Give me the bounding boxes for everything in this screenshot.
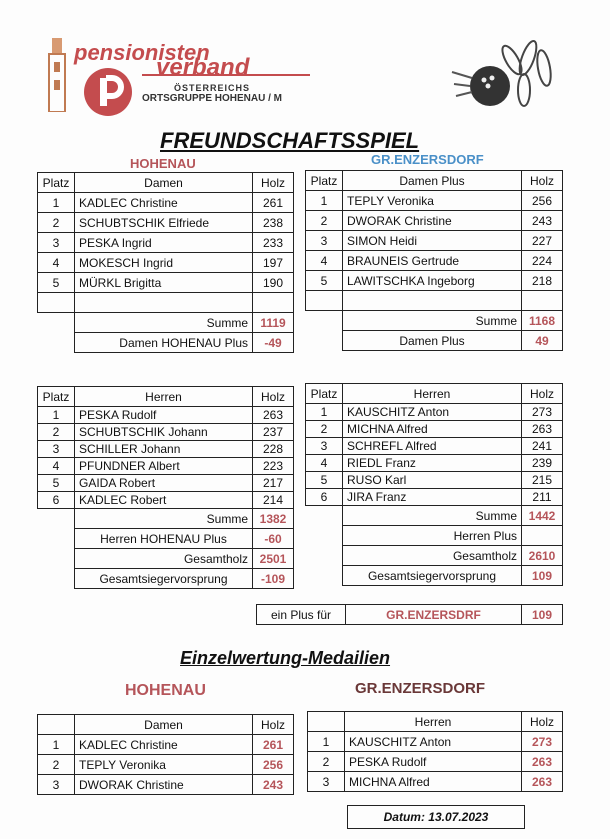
- table-row: 6 JIRA Franz 211: [306, 489, 563, 506]
- table-row: 3 DWORAK Christine 243: [38, 775, 294, 795]
- table-row: 4 RIEDL Franz 239: [306, 455, 563, 472]
- table-row: 5 GAIDA Robert 217: [38, 475, 294, 492]
- logo-line3: ÖSTERREICHS: [174, 83, 251, 93]
- table-row: 4 PFUNDNER Albert 223: [38, 458, 294, 475]
- table-header: Damen Holz: [38, 715, 294, 735]
- logo-line1: pensionisten: [74, 40, 210, 65]
- table-row: 3 MICHNA Alfred 263: [308, 772, 563, 792]
- table-row: 3 PESKA Ingrid 233: [38, 233, 294, 253]
- table-row: 2 DWORAK Christine 243: [306, 211, 563, 231]
- table-row: 5 MÜRKL Brigitta 190: [38, 273, 294, 293]
- page-title: FREUNDSCHAFTSSPIEL: [160, 128, 420, 153]
- medals-home-table: [37, 714, 294, 795]
- table-row: 2 SCHUBTSCHIK Johann 237: [38, 424, 294, 441]
- damen-away-table: Platz Damen Plus Holz 1 TEPLY Veronika 256 2 DWORAK Christine 243 3 SIMON Heidi 227 4 BRAUNEIS Gertrude 224 5 LAWITSCHKA Ingeborg 218 Summe 1168 Damen Plus 49: [305, 170, 563, 351]
- medals-title: Einzelwertung-Medailien: [180, 648, 391, 668]
- team-away-label: GR.ENZERSDORF: [371, 152, 484, 167]
- logo-line4: ORTSGRUPPE HOHENAU / M: [142, 93, 283, 104]
- herren-home-table: Platz Herren Holz 1 PESKA Rudolf 263 2 SCHUBTSCHIK Johann 237 3 SCHILLER Johann 228 4 PFUNDNER Albert 223 5 GAIDA Robert 217 6 KADLEC Robert 214 Summe 1382 Herren HOHENAU Plus -60 Gesamtholz 2501 Gesamtsiegervorsprung -109: [37, 386, 294, 589]
- table-row: 1 KAUSCHITZ Anton 273: [308, 732, 563, 752]
- table-row: 5 RUSO Karl 215: [306, 472, 563, 489]
- table-row: 3 SCHILLER Johann 228: [38, 441, 294, 458]
- table-header: Herren Holz: [308, 712, 563, 732]
- table-header: Platz Herren Holz: [38, 387, 294, 407]
- table-row: 2 SCHUBTSCHIK Elfriede 238: [38, 213, 294, 233]
- table-row: 1 TEPLY Veronika 256: [306, 191, 563, 211]
- table-header: Platz Damen Plus Holz: [306, 171, 563, 191]
- table-row: 5 LAWITSCHKA Ingeborg 218: [306, 271, 563, 291]
- datum-text: Datum: 13.07.2023: [383, 810, 489, 824]
- table-row: 1 KADLEC Christine 261: [38, 193, 294, 213]
- herren-away-table: Platz Herren Holz 1 KAUSCHITZ Anton 273 2 MICHNA Alfred 263 3 SCHREFL Alfred 241 4 RIEDL Franz 239 5 RUSO Karl 215 6 JIRA Franz 211 Summe 1442 Herren Plus Gesamtholz 2610 Gesamtsiegervorsprung 109: [305, 383, 563, 586]
- table-row: 3 SCHREFL Alfred 241: [306, 438, 563, 455]
- table-row: 2 MICHNA Alfred 263: [306, 421, 563, 438]
- datum-box: [347, 805, 525, 829]
- logo-line2: verband: [156, 54, 250, 81]
- p-logo-icon: [82, 66, 134, 118]
- table-row: 2 PESKA Rudolf 263: [308, 752, 563, 772]
- medals-away-table: [307, 711, 563, 792]
- table-row: 1 KADLEC Christine 261: [38, 735, 294, 755]
- tower-icon: [44, 38, 70, 112]
- table-header: Platz Damen Holz: [38, 173, 294, 193]
- table-row: 3 SIMON Heidi 227: [306, 231, 563, 251]
- table-header: Platz Herren Holz: [306, 384, 563, 404]
- table-row: 4 MOKESCH Ingrid 197: [38, 253, 294, 273]
- table-row: 1 KAUSCHITZ Anton 273: [306, 404, 563, 421]
- logo: [44, 36, 324, 116]
- bowling-icon: [450, 32, 560, 112]
- table-row: 1 PESKA Rudolf 263: [38, 407, 294, 424]
- table-row: 6 KADLEC Robert 214: [38, 492, 294, 509]
- table-row: 4 BRAUNEIS Gertrude 224: [306, 251, 563, 271]
- damen-home-table: Platz Damen Holz 1 KADLEC Christine 261 2 SCHUBTSCHIK Elfriede 238 3 PESKA Ingrid 233 4 MOKESCH Ingrid 197 5 MÜRKL Brigitta 190 Summe 1119 Damen HOHENAU Plus -49: [37, 172, 294, 353]
- medals-away-label: GR.ENZERSDORF: [355, 680, 486, 697]
- medals-home-label: HOHENAU: [125, 682, 206, 699]
- team-home-label: HOHENAU: [130, 156, 196, 171]
- table-row: 2 TEPLY Veronika 256: [38, 755, 294, 775]
- plus-fuer-box: ein Plus für GR.ENZERSDRF 109: [256, 604, 563, 625]
